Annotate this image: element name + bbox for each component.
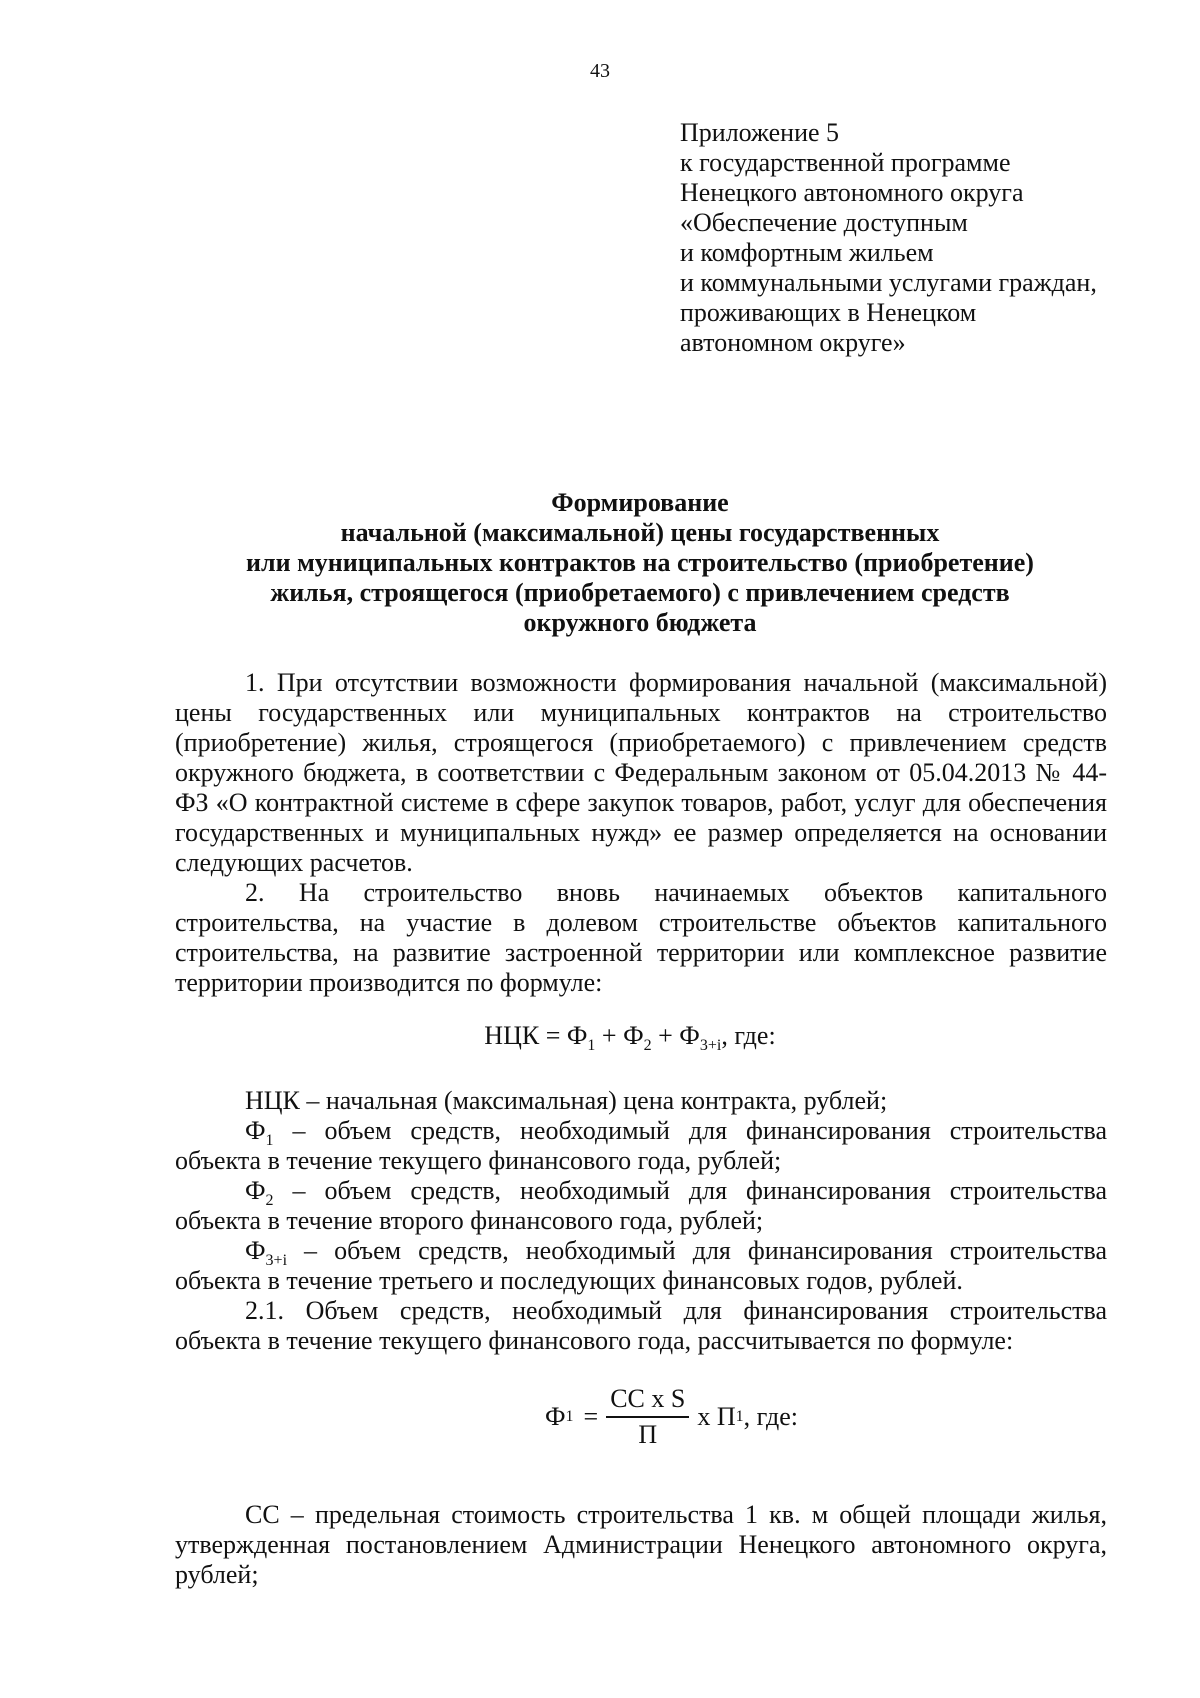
definition-f1	[175, 1116, 1107, 1176]
appendix-line: и комфортным жильем	[680, 238, 934, 267]
appendix-line: к государственной программе	[680, 148, 1011, 177]
formula-multiplier: x П	[697, 1402, 736, 1431]
appendix-reference	[680, 118, 1160, 358]
formula-subscript: 1	[587, 1037, 596, 1055]
symbol: Ф	[245, 1236, 266, 1265]
body-section-2	[175, 1086, 1107, 1356]
title-line: начальной (максимальной) цены государственных	[340, 518, 940, 547]
appendix-line: автономном округе»	[680, 328, 906, 357]
fraction-denominator: П	[638, 1420, 658, 1449]
paragraph-1: 1. При отсутствии возможности формирования начальной (максимальной) цены государственных или муниципальных контрактов на строительство (приобретение) жилья, строящегося (приобретаемого) с привлечением средств окружного бюджета, в соответствии с Федеральным законом от 05.04.2013 № 44-ФЗ «О контрактной системе в сфере закупок товаров, работ, услуг для обеспечения государственных и муниципальных нужд» ее размер определяется на основании следующих расчетов.	[175, 668, 1107, 877]
title-line: Формирование	[551, 488, 729, 517]
definition-f3	[175, 1236, 1107, 1296]
formula-nck	[0, 1021, 1200, 1055]
formula-subscript: 2	[643, 1037, 652, 1055]
appendix-line: Приложение 5	[680, 118, 840, 147]
definition-cc: СС – предельная стоимость строительства 1 кв. м общей площади жилья, утвержденная постановлением Администрации Ненецкого автономного округа, рублей;	[175, 1500, 1107, 1589]
equals-sign: =	[583, 1402, 599, 1431]
title-line: жилья, строящегося (приобретаемого) с привлечением средств	[270, 578, 1010, 607]
body-section-1	[175, 668, 1107, 998]
symbol-subscript: 2	[265, 1192, 274, 1210]
symbol-subscript: 1	[265, 1132, 274, 1150]
appendix-line: и коммунальными услугами граждан,	[680, 268, 1097, 297]
appendix-line: Ненецкого автономного округа	[680, 178, 1024, 207]
formula-part: , где:	[743, 1402, 799, 1431]
appendix-line: «Обеспечение доступным	[680, 208, 968, 237]
formula-lhs: Ф	[545, 1402, 566, 1431]
formula-part: НЦК = Ф	[484, 1021, 588, 1050]
definition-nck: НЦК – начальная (максимальная) цена контракта, рублей;	[245, 1086, 888, 1115]
title-line: или муниципальных контрактов на строительство (приобретение)	[246, 548, 1034, 577]
symbol-subscript: 3+i	[265, 1252, 288, 1270]
title-line: окружного бюджета	[523, 608, 757, 637]
formula-part: + Ф	[595, 1021, 644, 1050]
fraction-numerator: СС x S	[606, 1384, 689, 1418]
formula-part: , где:	[721, 1021, 776, 1050]
definition-text: – объем средств, необходимый для финансирования строительства объекта в течение второго финансового года, рублей;	[175, 1176, 1107, 1235]
formula-f1: Ф 1 = $\frac{\text{СС x S}}{П}$ x П 1 , где:	[545, 1384, 799, 1449]
paragraph-2: 2. На строительство вновь начинаемых объектов капитального строительства, на участие в долевом строительстве объектов капитального строительства, на развитие застроенной территории или комплексное развитие территории производится по формуле:	[175, 878, 1107, 997]
definition-text: – объем средств, необходимый для финансирования строительства объекта в течение текущего финансового года, рублей;	[175, 1116, 1107, 1175]
document-title	[150, 488, 1130, 638]
formula-part: + Ф	[651, 1021, 700, 1050]
definition-text: – объем средств, необходимый для финансирования строительства объекта в течение третьего и последующих финансовых годов, рублей.	[175, 1236, 1107, 1295]
formula-subscript: 3+i	[699, 1037, 722, 1055]
symbol: Ф	[245, 1176, 266, 1205]
appendix-line: проживающих в Ненецком	[680, 298, 977, 327]
fraction	[606, 1384, 689, 1450]
definition-f2	[175, 1176, 1107, 1236]
paragraph-2-1: 2.1. Объем средств, необходимый для финансирования строительства объекта в течение текущего финансового года, рассчитывается по формуле:	[175, 1296, 1107, 1355]
page-number: 43	[590, 60, 610, 82]
symbol: Ф	[245, 1116, 266, 1145]
body-section-3	[175, 1500, 1107, 1590]
